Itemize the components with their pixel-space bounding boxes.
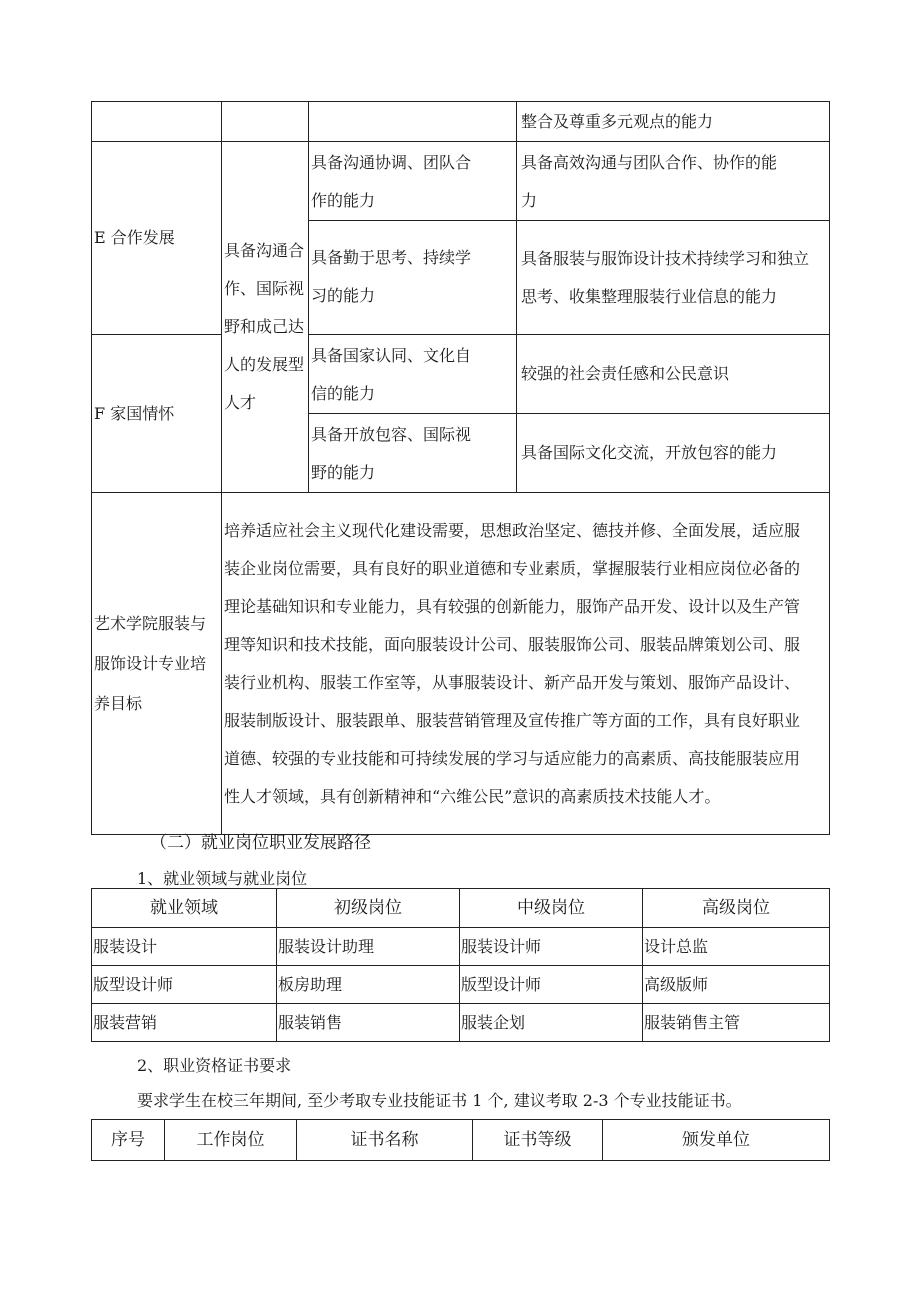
target-text-line: 培养适应社会主义现代化建设需要，思想政治坚定、德技并修、全面发展，适应服 — [224, 520, 801, 540]
spec-cell — [517, 221, 830, 335]
target-text-line: 装行业机构、服装工作室等，从事服装设计、新产品开发与策划、服饰产品设计、 — [224, 672, 801, 692]
ability-line: 野的能力 — [311, 463, 376, 482]
column-header: 证书名称 — [297, 1120, 473, 1161]
target-text-line: 性人才领域，具有创新精神和“六维公民”意识的高素质技术技能人才。 — [224, 786, 721, 806]
merged-goal-cell — [222, 142, 309, 493]
target-text-line: 理论基础知识和专业能力，具有较强的创新能力，服饰产品开发、设计以及生产管 — [224, 596, 801, 616]
ability-cell — [309, 221, 517, 335]
column-header: 证书等级 — [473, 1120, 603, 1161]
target-text-line: 装企业岗位需要，具有良好的职业道德和专业素质，掌握服装行业相应岗位必备的 — [224, 558, 801, 578]
table-cell: 整合及尊重多元观点的能力 — [517, 102, 830, 142]
ability-line: 具备国家认同、文化自 — [311, 346, 472, 365]
table-row — [92, 493, 830, 835]
table-cell: 服装营销 — [92, 1004, 277, 1042]
spec-line: 力 — [521, 191, 538, 210]
table-cell: 设计总监 — [643, 928, 830, 966]
spec-cell — [517, 335, 830, 414]
table-cell — [92, 102, 222, 142]
ability-line: 信的能力 — [311, 384, 376, 403]
target-text-line: 道德、较强的专业技能和可持续发展的学习与适应能力的高素质、高技能服装应用 — [224, 748, 801, 768]
table-cell: 服装销售 — [277, 1004, 460, 1042]
spec-line: 较强的社会责任感和公民意识 — [521, 364, 730, 383]
table-cell: 版型设计师 — [460, 966, 643, 1004]
table-header-row — [92, 889, 830, 928]
column-header: 序号 — [92, 1120, 165, 1161]
ability-line: 习的能力 — [311, 286, 376, 305]
ability-cell — [309, 414, 517, 493]
ability-cell — [309, 335, 517, 414]
target-label-line: 服饰设计专业培 — [94, 653, 207, 673]
target-label-line: 养目标 — [94, 693, 143, 713]
table-cell — [309, 102, 517, 142]
table-header-row — [92, 1120, 830, 1161]
table-row — [92, 966, 830, 1004]
table-row — [92, 928, 830, 966]
ability-cell — [309, 142, 517, 221]
table-row — [92, 335, 830, 414]
category-e: E 合作发展 — [92, 142, 222, 335]
spec-line: 具备高效沟通与团队合作、协作的能 — [521, 153, 778, 172]
column-header: 工作岗位 — [165, 1120, 297, 1161]
table-row — [92, 142, 830, 221]
table-cell: 服装设计师 — [460, 928, 643, 966]
target-label-line: 艺术学院服装与 — [94, 613, 207, 633]
table-cell: 服装设计助理 — [277, 928, 460, 966]
column-header: 初级岗位 — [277, 889, 460, 928]
target-text-cell — [222, 493, 830, 835]
goals-table — [91, 101, 830, 835]
table-cell: 服装设计 — [92, 928, 277, 966]
ability-line: 具备沟通协调、团队合 — [311, 153, 472, 172]
merged-goal-line: 具备沟通合 — [224, 241, 305, 260]
subsection-title-jobs: 1、就业领域与就业岗位 — [137, 869, 308, 888]
table-cell: 高级版师 — [643, 966, 830, 1004]
spec-line: 具备国际文化交流，开放包容的能力 — [521, 443, 778, 462]
column-header: 中级岗位 — [460, 889, 643, 928]
merged-goal-line: 野和成己达 — [224, 317, 305, 336]
merged-goal-line: 人的发展型 — [224, 355, 305, 374]
ability-line: 作的能力 — [311, 191, 376, 210]
table-cell: 板房助理 — [277, 966, 460, 1004]
table-cell — [222, 102, 309, 142]
spec-cell — [517, 142, 830, 221]
ability-line: 具备开放包容、国际视 — [311, 425, 472, 444]
merged-goal-line: 作、国际视 — [224, 279, 305, 298]
subsection-title-certs: 2、职业资格证书要求 — [137, 1056, 292, 1075]
merged-goal-line: 人才 — [224, 393, 257, 412]
spec-cell — [517, 414, 830, 493]
column-header: 就业领域 — [92, 889, 277, 928]
target-label-cell — [92, 493, 222, 835]
column-header: 颁发单位 — [603, 1120, 830, 1161]
table-cell: 服装销售主管 — [643, 1004, 830, 1042]
table-cell: 服装企划 — [460, 1004, 643, 1042]
requirement-text: 要求学生在校三年期间, 至少考取专业技能证书 1 个, 建议考取 2-3 个专业技能证书。 — [137, 1091, 742, 1110]
table-cell: 版型设计师 — [92, 966, 277, 1004]
spec-line: 思考、收集整理服装行业信息的能力 — [521, 286, 778, 306]
target-text-line: 服装制版设计、服装跟单、服装营销管理及宣传推广等方面的工作，具有良好职业 — [224, 710, 801, 730]
ability-line: 具备勤于思考、持续学 — [311, 248, 472, 267]
target-text-line: 理等知识和技术技能，面向服装设计公司、服装服饰公司、服装品牌策划公司、服 — [224, 634, 801, 654]
cert-table — [91, 1119, 830, 1161]
category-f: F 家国情怀 — [92, 335, 222, 493]
section-title: （二）就业岗位职业发展路径 — [150, 833, 371, 853]
table-row — [92, 1004, 830, 1042]
table-row — [92, 102, 830, 142]
column-header: 高级岗位 — [643, 889, 830, 928]
jobs-table — [91, 888, 830, 1042]
spec-line: 具备服装与服饰设计技术持续学习和独立 — [521, 248, 810, 268]
